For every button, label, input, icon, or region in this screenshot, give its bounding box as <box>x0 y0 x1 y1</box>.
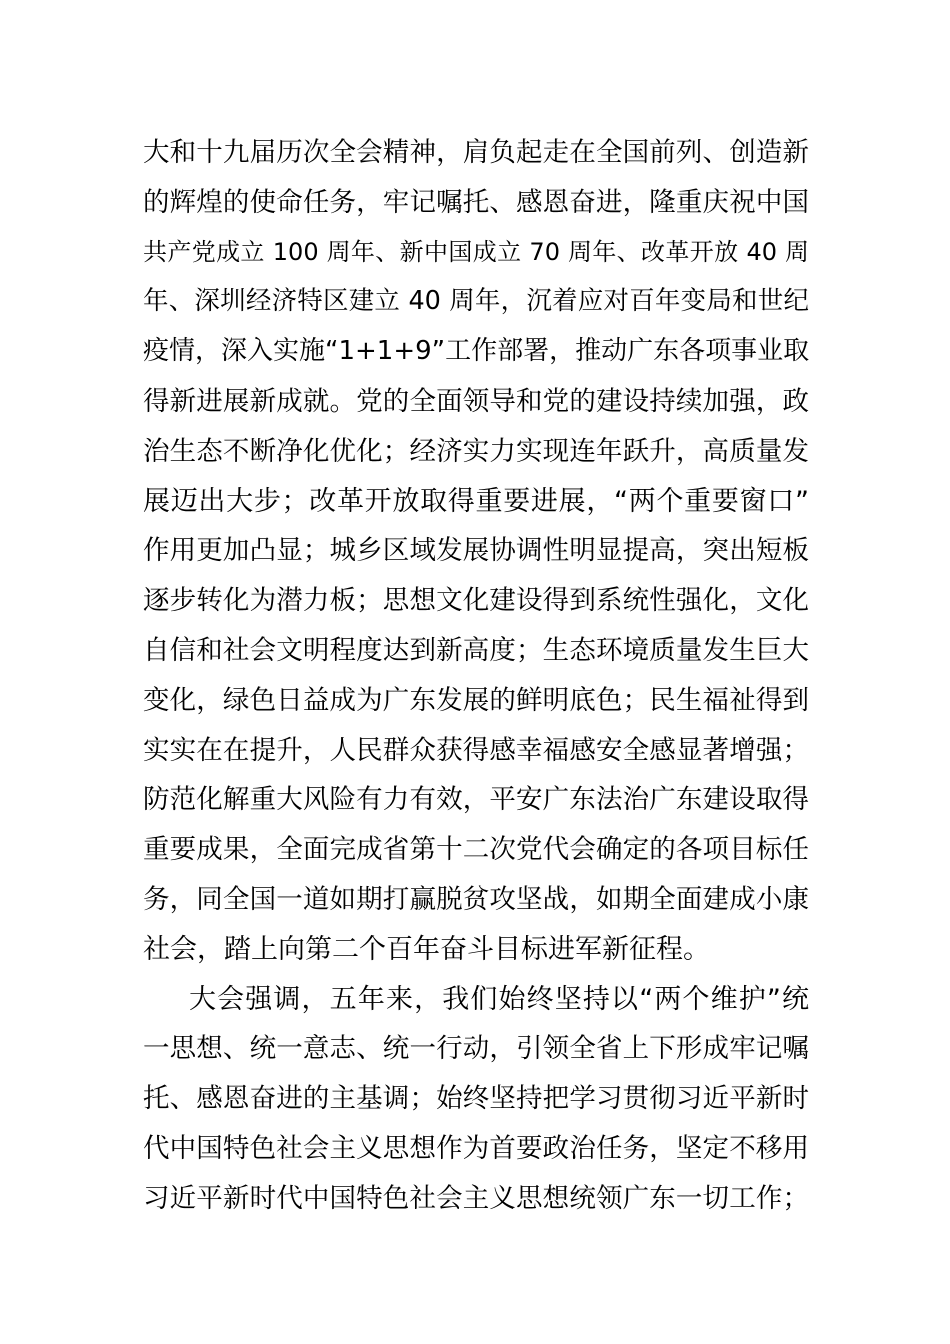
body-text <box>143 128 809 1224</box>
text-line: 展迈出大步；改革开放取得重要进展，“两个重要窗口” <box>143 485 809 517</box>
text-line: 作用更加凸显；城乡区域发展协调性明显提高，突出短板 <box>143 535 809 567</box>
text-line: 防范化解重大风险有力有效，平安广东法治广东建设取得 <box>143 784 809 816</box>
text-line: 得新进展新成就。党的全面领导和党的建设持续加强，政 <box>143 385 809 417</box>
text-line: 大会强调，五年来，我们始终坚持以“两个维护”统 <box>189 983 809 1015</box>
text-line: 疫情，深入实施“1+1+9”工作部署，推动广东各项事业取 <box>143 336 810 367</box>
paragraph-1 <box>143 128 809 975</box>
text-line: 实实在在提升，人民群众获得感幸福感安全感显著增强； <box>143 734 809 766</box>
text-line: 一思想、统一意志、统一行动，引领全省上下形成牢记嘱 <box>143 1033 809 1065</box>
text-line: 年、深圳经济特区建立 40 周年，沉着应对百年变局和世纪 <box>143 286 809 317</box>
text-line: 的辉煌的使命任务，牢记嘱托、感恩奋进，隆重庆祝中国 <box>143 186 809 218</box>
text-line: 重要成果，全面完成省第十二次党代会确定的各项目标任 <box>143 834 809 866</box>
text-line: 逐步转化为潜力板；思想文化建设得到系统性强化，文化 <box>143 585 809 617</box>
text-line: 代中国特色社会主义思想作为首要政治任务，坚定不移用 <box>143 1132 809 1164</box>
text-line: 治生态不断净化优化；经济实力实现连年跃升，高质量发 <box>143 435 809 467</box>
text-line: 托、感恩奋进的主基调；始终坚持把学习贯彻习近平新时 <box>143 1083 809 1115</box>
text-line: 自信和社会文明程度达到新高度；生态环境质量发生巨大 <box>143 634 809 666</box>
text-line: 务，同全国一道如期打赢脱贫攻坚战，如期全面建成小康 <box>143 883 809 915</box>
text-line: 习近平新时代中国特色社会主义思想统领广东一切工作； <box>143 1182 809 1214</box>
text-line: 社会，踏上向第二个百年奋斗目标进军新征程。 <box>143 933 710 965</box>
text-line: 大和十九届历次全会精神，肩负起走在全国前列、创造新 <box>143 137 809 168</box>
text-line: 变化，绿色日益成为广东发展的鲜明底色；民生福祉得到 <box>143 684 809 716</box>
text-line: 共产党成立 100 周年、新中国成立 70 周年、改革开放 40 周 <box>143 237 809 266</box>
paragraph-2 <box>143 975 809 1224</box>
